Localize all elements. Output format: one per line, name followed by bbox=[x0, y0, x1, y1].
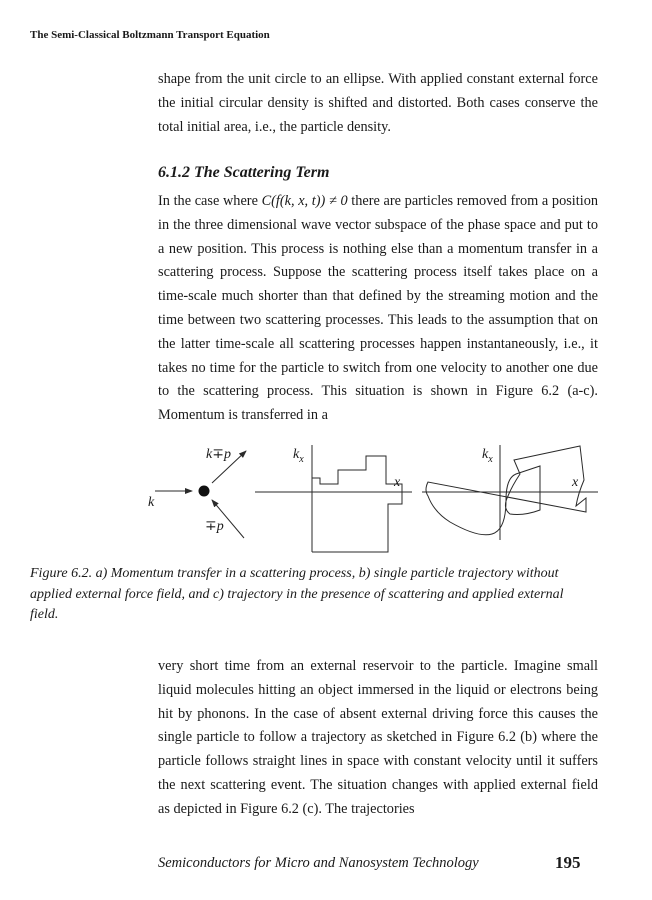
panel-a-momentum-transfer bbox=[148, 447, 246, 538]
running-head: The Semi-Classical Boltzmann Transport Equation bbox=[30, 29, 270, 41]
particle-dot bbox=[199, 486, 210, 497]
label-mp-p: ∓p bbox=[205, 519, 224, 534]
panel-c-kx-label: $k_x$ bbox=[482, 447, 493, 465]
panel-c-x-label: x bbox=[572, 475, 579, 490]
label-k-mp-p: k∓p bbox=[206, 447, 231, 462]
panel-b-x-label: x bbox=[394, 475, 401, 490]
section-rest: there are particles removed from a position in the three dimensional wave vector subspace of the phase space and put to a new position. This process is nothing else than a momentum transfer in a scattering process. Suppose the scattering process itself takes place on a time-scale much shorter than that defined by the streaming motion and the time between two scattering processes. This leads to the assumption that on the latter time-scale all scattering processes happen instantaneously, i.e., it takes no time for the particle to switch from one velocity to another one due to the scattering process. This situation is shown in Figure 6.2 (a-c). Momentum is transferred in a bbox=[158, 193, 599, 424]
section-title: 6.1.2 The Scattering Term bbox=[158, 164, 330, 181]
scattering-math: C(f(k, x, t)) ≠ 0 bbox=[261, 193, 348, 209]
top-paragraph-text: shape from the unit circle to an ellipse. With applied constant external force the initial circular density is shifted and distorted. Both cases conserve the total initial area, i.e., the particle density. bbox=[158, 71, 598, 135]
panel-c-path bbox=[426, 446, 586, 535]
panel-b-path bbox=[312, 456, 402, 552]
footer-book-title: Semiconductors for Micro and Nanosystem Technology bbox=[158, 855, 479, 871]
bottom-paragraph-text: very short time from an external reservoir to the particle. Imagine small liquid molecules hitting an object immersed in the liquid or electrons being hit by phonons. In the case of absent external driving force this causes the single particle to follow a trajectory as sketched in Figure 6.2 (b) where the particle follows straight lines in space with constant velocity until it suffers the next scattering event. The situation changes with applied external field as depicted in Figure 6.2 (c). The trajectories bbox=[158, 658, 598, 817]
bottom-paragraph bbox=[158, 655, 598, 822]
panel-c-trajectory-with-field bbox=[422, 445, 598, 540]
figure-caption: Figure 6.2. a) Momentum transfer in a scattering process, b) single particle trajectory without applied external force field, and c) trajectory in the presence of scattering and applied external field. bbox=[30, 566, 564, 622]
page-number: 195 bbox=[555, 853, 581, 872]
label-k: k bbox=[148, 495, 155, 510]
panel-b-kx-label: $k_x$ bbox=[293, 447, 304, 465]
section-intro: In the case where bbox=[158, 193, 258, 209]
panel-b-trajectory-no-field bbox=[255, 445, 412, 552]
